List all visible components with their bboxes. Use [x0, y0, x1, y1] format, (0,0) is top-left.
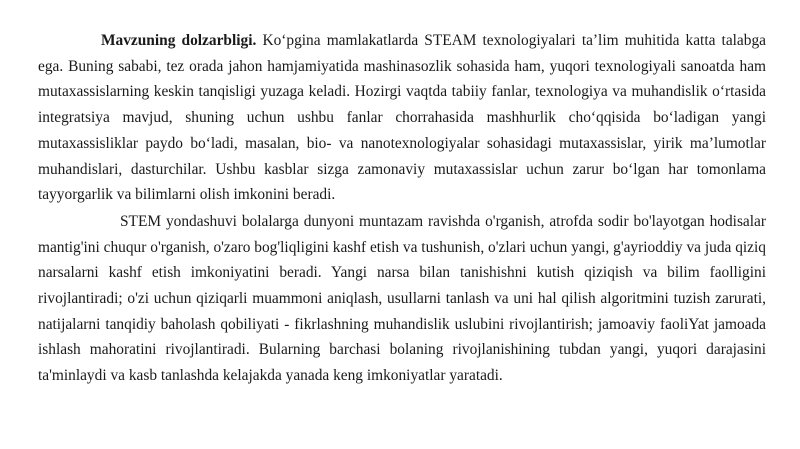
paragraph-text: Ko‘pgina mamlakatlarda STEAM texnologiyalari ta’lim muhitida katta talabga ega. Buning sababi, tez orada jahon hamjamiyatida mashinasozlik sohasida ham, yuqori texnologiyali sanoatda ham mutaxassislarning keskin tanqisligi yuzaga keladi. Hozirgi vaqtda tabiiy fanlar, texnologiya va muhandislik o‘rtasida integratsiya mavjud, shuning uchun ushbu fanlar chorrahasida mashhurlik cho‘qqisida bo‘ladigan yangi mutaxassisliklar paydo bo‘ladi, masalan, bio- va nanotexnologiyalar sohasidagi mutaxassislar, yirik ma’lumotlar muhandislari, dasturchilar. Ushbu kasblar sizga zamonaviy mutaxassislar uchun zarur bo‘lgan har tomonlama tayyorgarlik va bilimlarni olish imkonini beradi.: [38, 32, 766, 204]
paragraph-text: STEM yondashuvi bolalarga dunyoni muntazam ravishda o'rganish, atrofda sodir bo'layotgan hodisalar mantig'ini chuqur o'rganish, o'zaro bog'liqligini kashf etish va tushunish, o'zlari uchun yangi, g'ayrioddiy va juda qiziq narsalarni kashf etish imkoniyatini beradi. Yangi narsa bilan tanishishni kutish qiziqish va bilim faolligini rivojlantiradi; o'zi uchun qiziqarli muammoni aniqlash, usullarni tanlash va uni hal qilish algoritmini tuzish zarurati, natijalarni tanqidiy baholash qobiliyati - fikrlashning muhandislik uslubini rivojlantirish; jamoaviy faoliYat jamoada ishlash mahoratini rivojlantiradi. Bularning barchasi bolaning rivojlanishining tubdan yangi, yuqori darajasini ta'minlaydi va kasb tanlashda kelajakda yanada keng imkoniyatlar yaratadi.: [38, 212, 766, 385]
paragraph-heading: Mavzuning dolzarbligi.: [101, 32, 257, 49]
paragraph-relevance: [38, 28, 766, 208]
paragraph-stem-approach: [38, 209, 766, 389]
document-page: [38, 28, 766, 389]
